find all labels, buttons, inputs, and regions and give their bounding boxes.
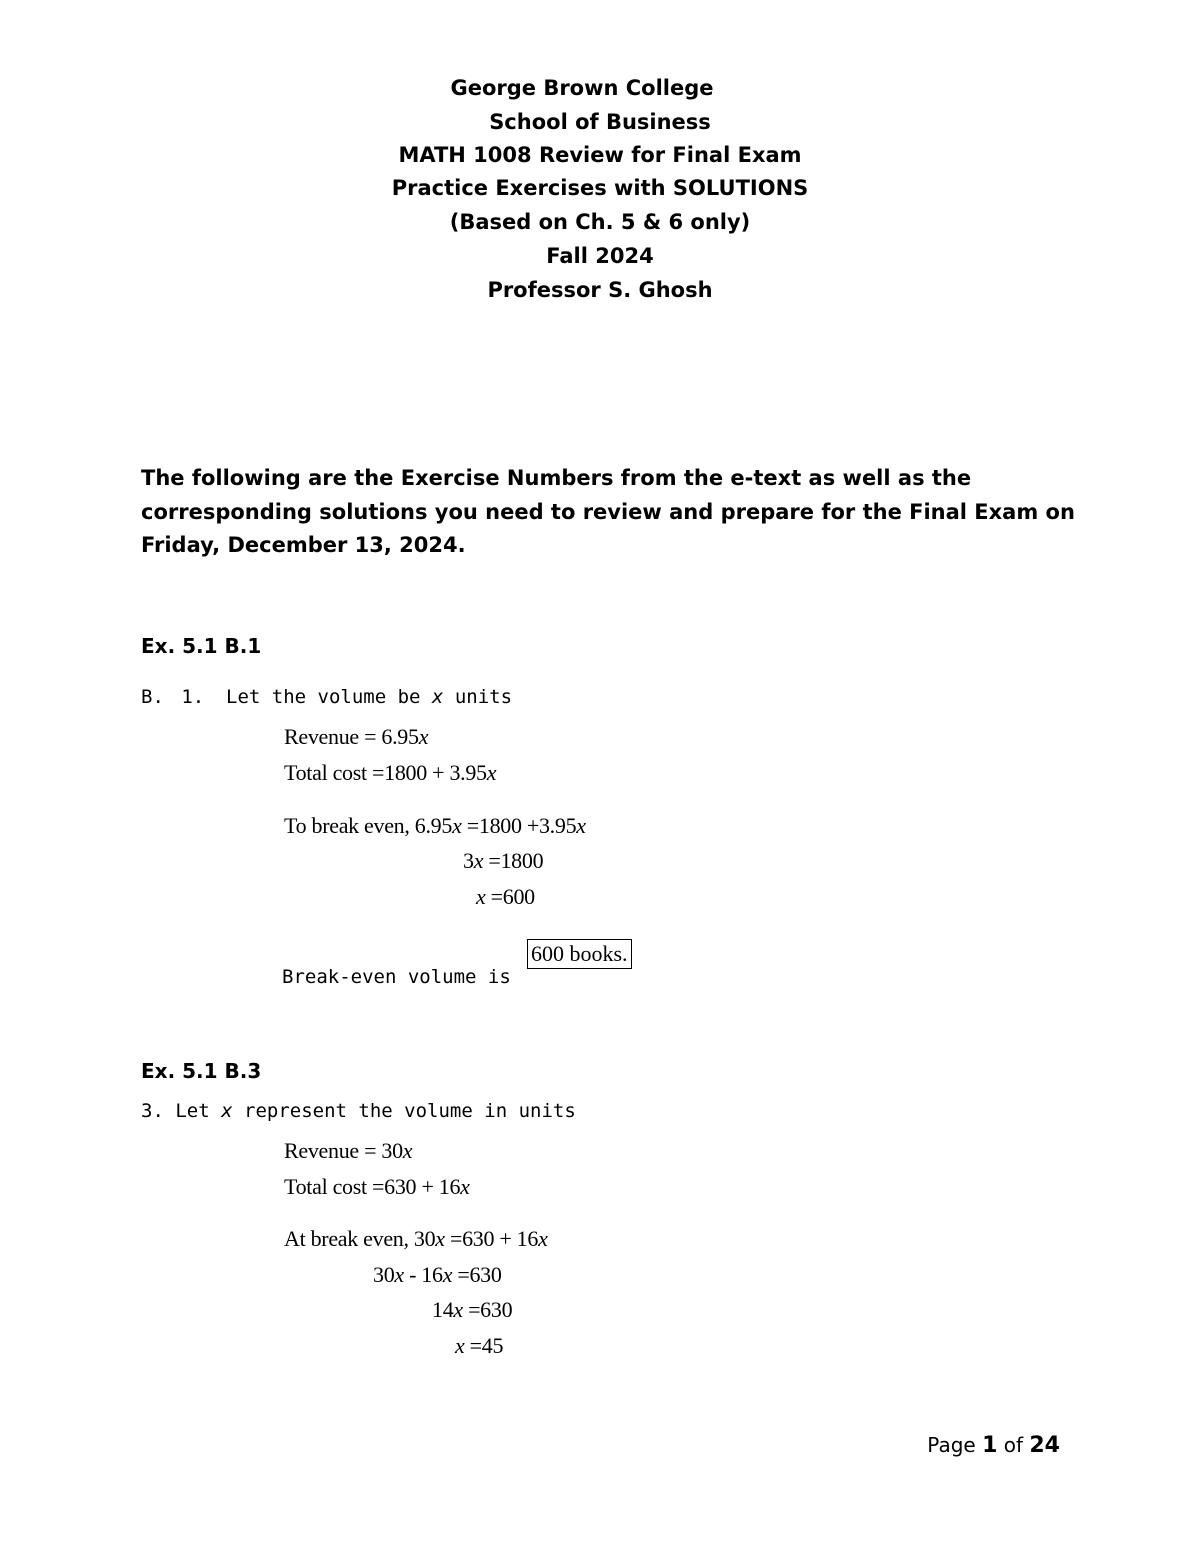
breakeven-prefix: To break even, 6.95 (284, 813, 453, 838)
exercise-label (141, 684, 204, 710)
conclusion-text: Break-even volume is (282, 966, 511, 988)
variable: x (402, 1138, 413, 1163)
exercise-intro (141, 1098, 576, 1124)
current-page: 1 (982, 1433, 998, 1458)
subtraction: - 16 (403, 1262, 443, 1287)
revenue-equation (284, 723, 428, 751)
solve-result (476, 883, 535, 911)
breakeven-prefix: At break even, 30 (284, 1226, 436, 1251)
step-rest: =1800 (483, 848, 544, 873)
professor-name: Professor S. Ghosh (487, 278, 713, 302)
step-rest: =45 (464, 1333, 504, 1358)
course-title: MATH 1008 Review for Final Exam (398, 143, 802, 167)
solve-step (432, 1296, 512, 1324)
revenue-label: Revenue = 30 (284, 1138, 403, 1163)
coefficient: 14 (432, 1297, 454, 1322)
scope-note: (Based on Ch. 5 & 6 only) (449, 210, 751, 234)
coefficient: 3 (463, 848, 474, 873)
school-name: School of Business (489, 110, 711, 134)
variable: x (221, 1100, 233, 1122)
breakeven-equation (284, 812, 586, 840)
exercise-intro (226, 684, 512, 710)
total-cost-label: Total cost =1800 + 3.95 (284, 760, 487, 785)
exercise-number: 1. (181, 686, 205, 708)
page-number (927, 1431, 1060, 1460)
of-word: of (1003, 1433, 1024, 1457)
solve-result (455, 1332, 503, 1360)
variable: x (476, 884, 486, 909)
variable: x (453, 1297, 463, 1322)
variable: x (576, 813, 586, 838)
variable: x (455, 1333, 465, 1358)
variable: x (431, 686, 444, 708)
variable: x (486, 760, 497, 785)
total-cost-equation (284, 759, 496, 787)
solve-step (463, 847, 543, 875)
college-name: George Brown College (450, 76, 714, 100)
variable: x (538, 1226, 548, 1251)
step-rest: =600 (485, 884, 535, 909)
total-cost-equation (284, 1173, 470, 1201)
exercise-heading: Ex. 5.1 B.1 (141, 634, 262, 658)
total-cost-label: Total cost =630 + 16 (284, 1174, 461, 1199)
variable: x (460, 1174, 470, 1199)
intro-text-after: units (454, 686, 513, 708)
variable: x (418, 724, 429, 749)
answer-box: 600 books. (527, 939, 632, 969)
variable: x (435, 1226, 445, 1251)
variable: x (394, 1262, 404, 1287)
document-subtitle: Practice Exercises with SOLUTIONS (391, 176, 809, 200)
revenue-equation (284, 1137, 412, 1165)
coefficient: 30 (373, 1262, 395, 1287)
breakeven-middle: =630 + 16 (444, 1226, 539, 1251)
exercise-letter: B. (141, 686, 164, 708)
page-word: Page (927, 1433, 976, 1457)
intro-text-before: Let the volume be (226, 686, 421, 708)
revenue-label: Revenue = 6.95 (284, 724, 419, 749)
solve-step (373, 1261, 502, 1289)
exercise-number: 3. (141, 1100, 164, 1122)
total-pages: 24 (1029, 1433, 1060, 1458)
step-rest: =630 (452, 1262, 502, 1287)
intro-text-before: Let (175, 1100, 210, 1122)
exercise-heading: Ex. 5.1 B.3 (141, 1059, 262, 1083)
term: Fall 2024 (546, 244, 654, 268)
variable: x (473, 848, 484, 873)
step-rest: =630 (462, 1297, 513, 1322)
breakeven-equation (284, 1225, 548, 1253)
breakeven-middle: =1800 +3.95 (461, 813, 577, 838)
variable: x (442, 1262, 453, 1287)
variable: x (452, 813, 462, 838)
intro-paragraph: The following are the Exercise Numbers from the e-text as well as the corresponding solutions you need to review and prepare for the Final Exam on Friday, December 13, 2024. (141, 466, 1075, 557)
intro-text-after: represent the volume in units (244, 1100, 576, 1122)
